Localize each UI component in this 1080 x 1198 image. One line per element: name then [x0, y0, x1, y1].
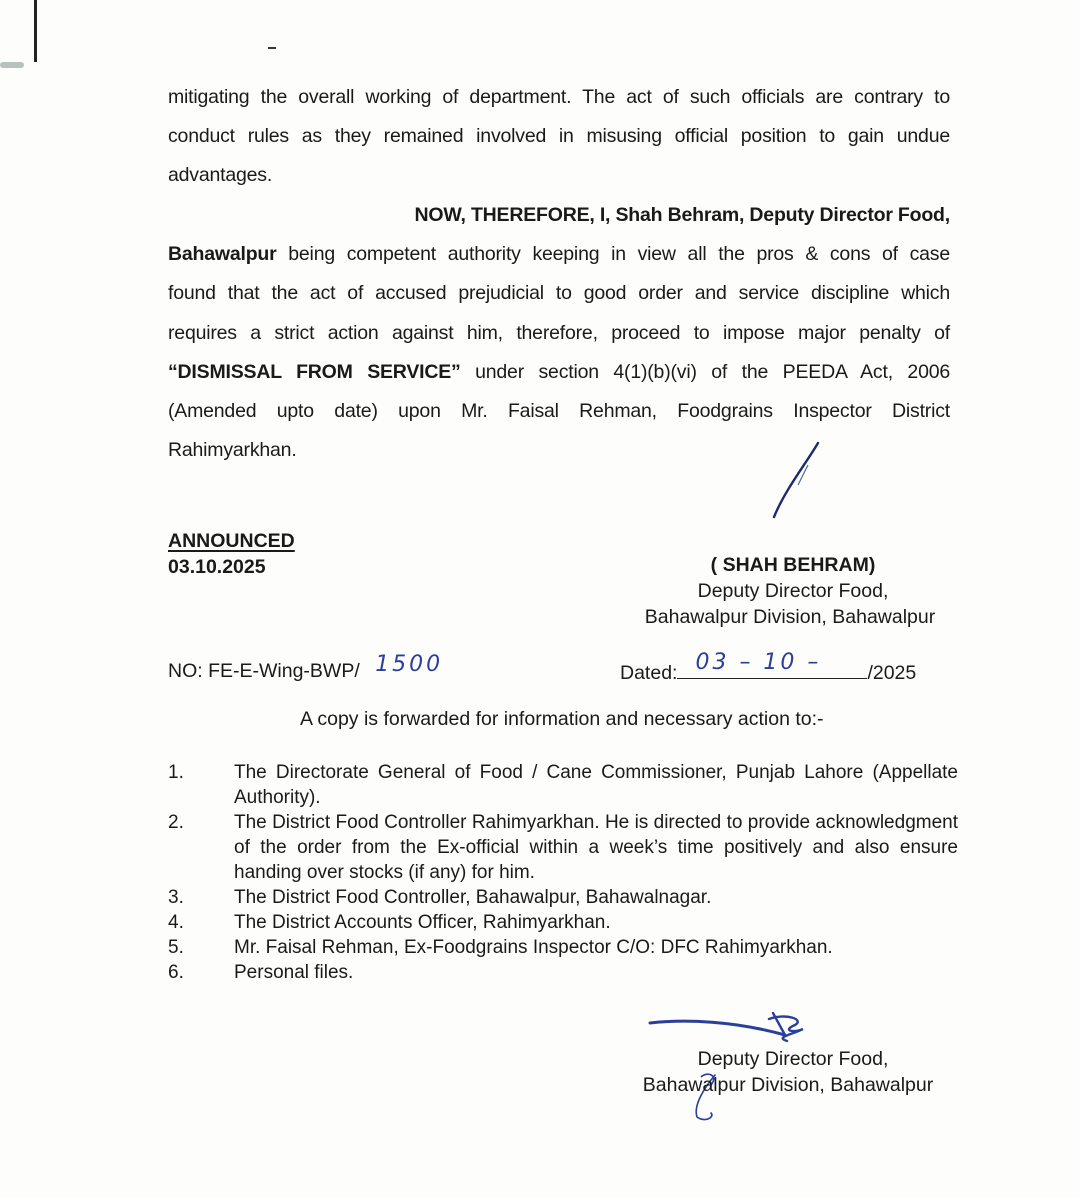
list-item — [168, 810, 958, 885]
signature-stroke-1 — [760, 435, 830, 525]
penalty-bold: “DISMISSAL FROM SERVICE” — [168, 360, 461, 383]
order-lead-bold: NOW, THEREFORE, I, Shah Behram, Deputy Director Food, — [414, 204, 950, 226]
list-item-text: Mr. Faisal Rehman, Ex-Foodgrains Inspector C/O: DFC Rahimyarkhan. — [234, 937, 833, 958]
list-item-text: The District Accounts Officer, Rahimyarkhan. — [234, 912, 611, 933]
paragraph-line: mitigating the overall working of department. The act of such officials are contrary to — [168, 86, 950, 108]
paragraph-line: requires a strict action against him, therefore, proceed to impose major penalty of — [168, 321, 950, 344]
paragraph-line: advantages. — [168, 164, 273, 187]
list-item-text: Personal files. — [234, 962, 354, 983]
paragraph-line: Rahimyarkhan. — [168, 439, 297, 462]
signatory-title: Deputy Director Food, — [697, 580, 889, 602]
list-item-number: 4. — [168, 912, 184, 933]
reference-number-label: NO: FE-E-Wing-BWP/ — [168, 660, 360, 682]
paragraph-misconduct — [168, 78, 950, 196]
list-item — [168, 910, 958, 935]
reference-number-handwritten: 1500 — [375, 652, 444, 677]
paragraph-text: being competent authority keeping in view all the pros & cons of case — [276, 243, 950, 266]
list-item-number: 5. — [168, 937, 184, 958]
list-item-number: 2. — [168, 812, 184, 833]
list-item-text: The District Food Controller Rahimyarkhan. He is directed to provide acknowledgment of the order from the Ex-official within a week’s time positively and also ensure handing over stocks (if any) for him. — [234, 812, 958, 883]
dated-label: Dated: — [620, 662, 678, 684]
announced-label: ANNOUNCED — [168, 530, 295, 552]
list-item — [168, 885, 958, 910]
copy-distribution-list — [168, 760, 958, 985]
list-item-number: 1. — [168, 762, 184, 783]
scan-dash-mark — [268, 47, 276, 49]
paragraph-line: (Amended upto date) upon Mr. Faisal Rehman, Foodgrains Inspector District — [168, 400, 950, 423]
reference-number — [168, 652, 444, 683]
list-item-text: The Directorate General of Food / Cane Commissioner, Punjab Lahore (Appellate Authority). — [234, 762, 958, 808]
signatory-2-office: Bahawalpur Division, Bahawalpur — [642, 1074, 934, 1096]
scan-margin-mark — [34, 0, 37, 62]
paragraph-line: found that the act of accused prejudicial to good order and service discipline which — [168, 282, 950, 305]
paragraph-order — [168, 196, 950, 470]
dated-year: /2025 — [867, 662, 917, 684]
list-item-number: 6. — [168, 962, 184, 983]
signatory-office: Bahawalpur Division, Bahawalpur — [644, 606, 936, 628]
signatory-2-title: Deputy Director Food, — [697, 1048, 889, 1070]
list-item-number: 3. — [168, 887, 184, 908]
scan-margin-smudge — [0, 62, 24, 68]
paragraph-line: conduct rules as they remained involved in misusing official position to gain undue — [168, 125, 950, 148]
list-item-text: The District Food Controller, Bahawalpur, Bahawalnagar. — [234, 887, 712, 908]
signatory-name: ( SHAH BEHRAM) — [710, 554, 876, 576]
order-location-bold: Bahawalpur — [168, 243, 277, 266]
copy-forward-intro: A copy is forwarded for information and necessary action to:- — [300, 708, 824, 730]
reference-date — [620, 650, 917, 685]
list-item — [168, 935, 958, 960]
announced-date: 03.10.2025 — [168, 556, 266, 578]
paragraph-text: under section 4(1)(b)(vi) of the PEEDA Act, 2006 — [460, 360, 950, 383]
list-item — [168, 760, 958, 810]
dated-handwritten: 03 – 10 – — [695, 650, 822, 675]
dated-underline — [677, 650, 867, 679]
list-item — [168, 960, 958, 985]
